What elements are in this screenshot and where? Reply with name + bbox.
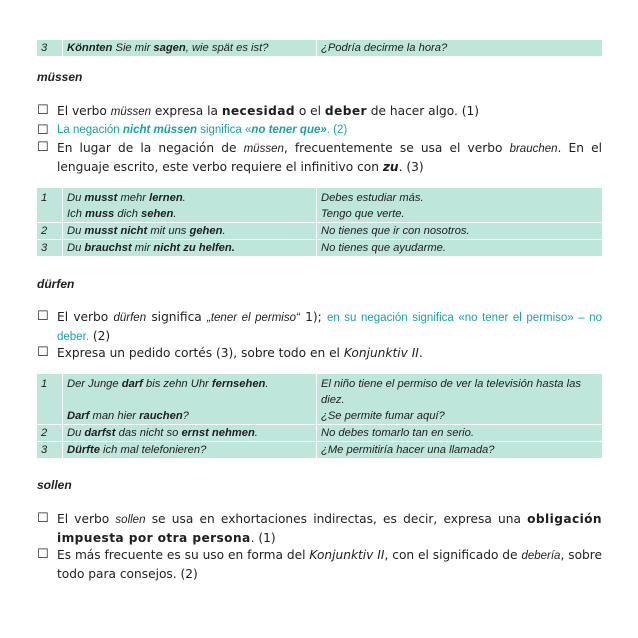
row-number: 3 [41, 242, 48, 254]
row-number: 2 [37, 223, 63, 240]
rule-durfen-2: ☐ Expresa un pedido cortés (3), sobre todo en el Konjunktiv II. [37, 345, 423, 360]
german-example: Du brauchst mir nicht zu helfen. [63, 240, 317, 257]
rule-durfen-1: ☐ El verbo dürfen significa „tener el permiso“ 1); en su negación significa «no tener el permiso» – no deber. (2) [37, 309, 602, 343]
section-heading-durfen: dürfen [37, 277, 75, 291]
rule-sollen-1: ☐ El verbo sollen se usa en exhortaciones indirectas, es decir, expresa una obligación impuesta por otra persona. (1) [37, 511, 603, 545]
checkbox-icon: ☐ [37, 547, 49, 562]
section-heading-mussen: müssen [37, 70, 83, 84]
german-example: Du musst nicht mit uns gehen. [63, 223, 317, 240]
row-number: 1 [37, 374, 63, 425]
german-example: Dürfte ich mal telefonieren? [63, 442, 317, 459]
checkbox-icon: ☐ [37, 309, 49, 324]
german-example: Du musst mehr lernen. Ich muss dich sehen. [63, 188, 317, 223]
spanish-translation: ¿Podría decirme la hora? [317, 40, 603, 56]
spanish-translation: No debes tomarlo tan en serio. [317, 425, 603, 442]
table-row [37, 188, 602, 223]
checkbox-icon: ☐ [37, 140, 49, 155]
rule-mussen-3: ☐ En lugar de la negación de müssen, frecuentemente se usa el verbo brauchen. En el lenguaje escrito, este verbo requiere el infinitivo con zu. (3) [37, 140, 603, 174]
checkbox-icon: ☐ [37, 511, 49, 526]
checkbox-icon: ☐ [37, 345, 49, 360]
example-table-mussen [37, 188, 602, 256]
row-number: 3 [41, 42, 48, 54]
example-table-top [37, 40, 602, 56]
german-example: Der Junge darf bis zehn Uhr fernsehen. Darf man hier rauchen? [63, 374, 317, 425]
german-example: Du darfst das nicht so ernst nehmen. [63, 425, 317, 442]
example-table-durfen [37, 374, 602, 458]
row-number: 2 [37, 425, 63, 442]
section-heading-sollen: sollen [37, 478, 72, 492]
table-row [37, 374, 602, 425]
row-number: 3 [41, 444, 48, 456]
table-row [37, 425, 602, 442]
spanish-translation: No tienes que ayudarme. [317, 240, 603, 257]
spanish-translation: ¿Me permitiría hacer una llamada? [317, 442, 603, 459]
table-row [37, 40, 602, 56]
row-number: 1 [37, 188, 63, 223]
rule-sollen-2: ☐ Es más frecuente es su uso en forma del Konjunktiv II, con el significado de debería, sobre todo para consejos. (2) [37, 547, 602, 581]
checkbox-icon: ☐ [37, 103, 49, 118]
checkbox-icon: ☐ [37, 122, 49, 137]
rule-mussen-2: ☐ La negación nicht müssen significa «no tener que». (2) [37, 122, 348, 137]
spanish-translation: Debes estudiar más. Tengo que verte. [317, 188, 603, 223]
table-row [37, 240, 602, 257]
spanish-translation: No tienes que ir con nosotros. [317, 223, 603, 240]
table-row [37, 442, 602, 459]
table-row [37, 223, 602, 240]
german-example: Könnten Sie mir sagen, wie spät es ist? [63, 40, 317, 56]
rule-mussen-1: ☐ El verbo müssen expresa la necesidad o el deber de hacer algo. (1) [37, 103, 480, 118]
spanish-translation: El niño tiene el permiso de ver la televisión hasta las diez. ¿Se permite fumar aquí? [317, 374, 603, 425]
